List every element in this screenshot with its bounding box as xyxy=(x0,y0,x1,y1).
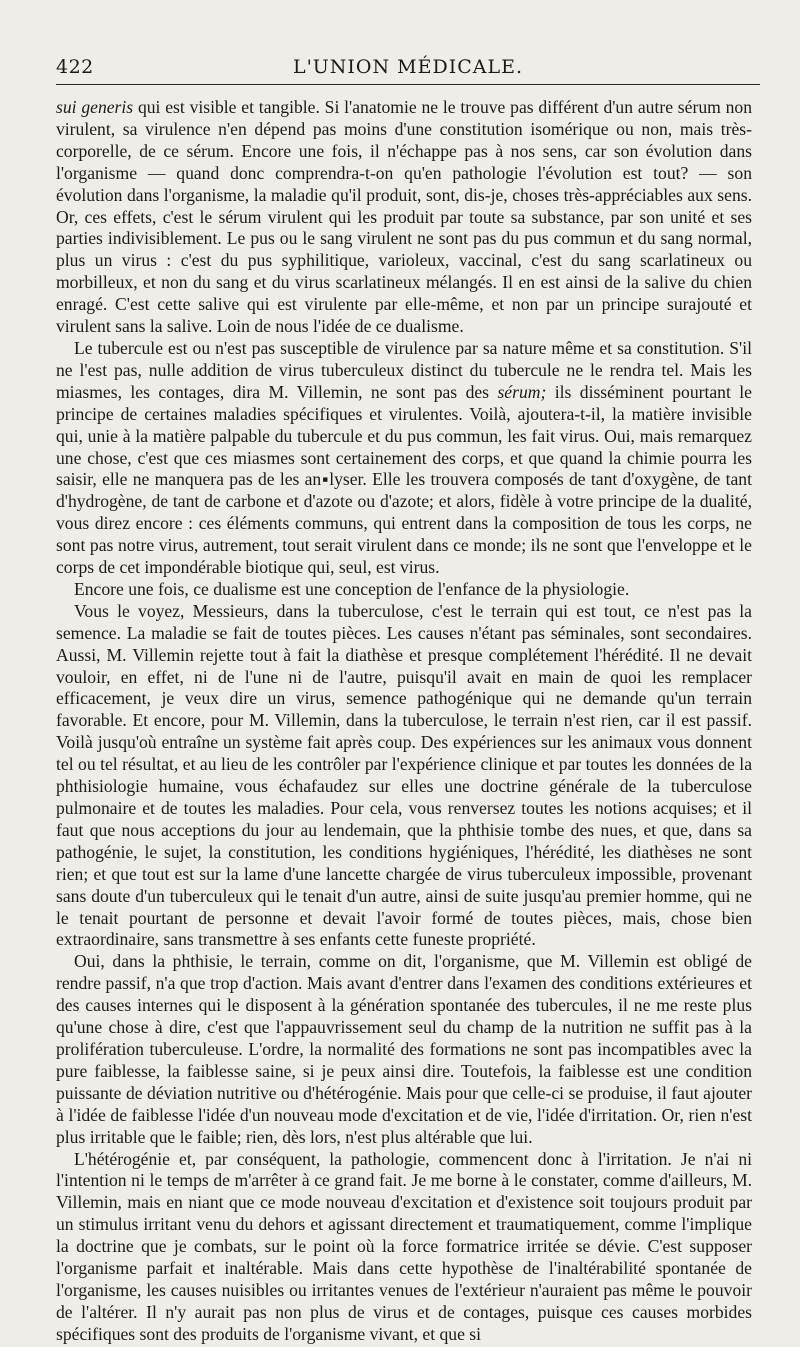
paragraph-5: Oui, dans la phthisie, le terrain, comme on dit, l'organisme, que M. Villemin est obligé de rendre passif, n'a que trop d'action. Mais avant d'entrer dans l'examen des conditions extérieures et des causes internes qui le disposent à la génération spontanée des tubercules, il ne me reste plus qu'une chose à dire, c'est que l'appauvrissement seul du champ de la nutrition ne suffit pas à la prolifération tuberculeuse. L'ordre, la normalité des formations ne sont pas incompatibles avec la pure faiblesse, la faiblesse saine, si je peux ainsi dire. Toutefois, la faiblesse est une condition puissante de déviation nutritive ou d'hétérogénie. Mais pour que celle-ci se produise, il faut ajouter à l'idée de faiblesse l'idée d'un nouveau mode d'excitation et de vie, l'idée d'irritation. Or, rien n'est plus irritable que le faible; rien, dès lors, n'est plus altérable que lui. xyxy=(56,951,752,1147)
page-header xyxy=(56,52,760,85)
paragraph-2-text-a: Le tubercule est ou n'est pas susceptible de virulence par sa nature même et sa constitution. S'il ne l'est pas, nulle addition de virus tuberculeux distinct du tubercule ne le rendra tel. Mais les miasmes, les contages, dira M. Villemin, ne sont pas des xyxy=(56,337,752,402)
paragraph-2-italic: sérum; xyxy=(497,381,547,402)
paragraph-6: L'hétérogénie et, par conséquent, la pathologie, commencent donc à l'irritation. Je n'ai ni l'intention ni le temps de m'arrêter à ce grand fait. Je me borne à le constater, comme d'ailleurs, M. Villemin, mais en niant que ce mode nouveau d'excitation et d'existence soit toujours produit par un stimulus irritant venu du dehors et agissant directement et traumatiquement, comme l'implique la doctrine que je combats, sur le point où la force formatrice irritée se dévie. C'est supposer l'organisme parfait et inaltérable. Mais dans cette hypothèse de l'inaltérabilité spontanée de l'organisme, les causes nuisibles ou irritantes venues de l'extérieur n'auraient pas même le pouvoir de l'altérer. Il n'y aurait pas non plus de virus et de contages, puisque ces causes morbides spécifiques sont des produits de l'organisme vivant, et que si xyxy=(56,1148,752,1344)
body-text xyxy=(56,97,752,1346)
paragraph-1-lead-italic: sui generis xyxy=(56,97,134,117)
paragraph-1-text: qui est visible et tangible. Si l'anatomie ne le trouve pas différent d'un autre sérum non virulent, sa virulence n'en dépend pas moins d'une constitution isomérique ou non, mais très-corporelle, de ce sérum. Encore une fois, il n'échappe pas à nos sens, car son évolution dans l'organisme — quand donc comprendra-t-on qu'en pathologie l'évolution est tout? — son évolution dans l'organisme, la maladie qu'il produit, sont, dis-je, choses très-appréciables aux sens. Or, ces effets, c'est le sérum virulent qui les produit par toute sa substance, par son unité et ses parties indivisiblement. Le pus ou le sang virulent ne sont pas du pus commun et du sang normal, plus un virus : c'est du pus syphilitique, varioleux, vaccinal, c'est du sang scarlatineux ou morbilleux, et non du sang et du virus scarlatineux mélangés. Il en est ainsi de la salive du chien enragé. C'est cette salive qui est virulente par elle-même, et non par un principe surajouté et virulent sans la salive. Loin de nous l'idée de ce dualisme. xyxy=(56,97,752,337)
paragraph-4: Vous le voyez, Messieurs, dans la tuberculose, c'est le terrain qui est tout, ce n'est pas la semence. La maladie se fait de toutes pièces. Les causes n'étant pas séminales, sont secondaires. Aussi, M. Villemin rejette tout à fait la diathèse et presque complétement l'hérédité. Il ne devait vouloir, en effet, ni de l'une ni de l'autre, puisqu'il avait en main de quoi les remplacer efficacement, je veux dire un virus, semence pathogénique qui ne demande qu'un terrain favorable. Et encore, pour M. Villemin, dans la tuberculose, le terrain n'est rien, car il est passif. Voilà jusqu'où entraîne un système fait après coup. Des expériences sur les animaux vous donnent tel ou tel résultat, et au lieu de les contrôler par l'expérience clinique et par toutes les données de la phthisiologie humaine, vous échafaudez sur elles une doctrine générale de la tuberculose pulmonaire et de toutes les maladies. Pour cela, vous renversez toutes les notions acquises; et il faut que nous acceptions du jour au lendemain, que la phthisie tombe des nues, et que, dans sa pathogénie, le sujet, la constitution, les conditions hygiéniques, l'hérédité, les diathèses ne sont rien; et que tout est sur la lame d'une lancette chargée de virus tuberculeux impossible, provenant sans doute d'un tuberculeux qui le tenait d'un autre, ainsi de suite jusqu'au premier homme, qui ne le tenait pourtant de personne et devait l'avoir formé de toutes pièces, mais, chose bien extraordinaire, sans transmettre à ses enfants cette funeste propriété. xyxy=(56,600,752,950)
running-title: L'UNION MÉDICALE. xyxy=(292,56,524,78)
paragraph-2 xyxy=(56,338,752,579)
paragraph-3: Encore une fois, ce dualisme est une conception de l'enfance de la physiologie. xyxy=(74,578,630,599)
paragraph-2-text-b: ils disséminent pourtant le principe de certaines maladies spécifiques et virulentes. Voilà, ajoutera-t-il, la matière invisible qui, unie à la matière palpable du tubercule et du pus commun, les fait virus. Oui, mais remarquez une chose, c'est que ces miasmes sont certainement des corps, et que quand la chimie pourra les saisir, elle ne manquera pas de les an▪lyser. Elle les trouvera composés de tant d'oxygène, de tant d'hydrogène, de tant de carbone et d'azote ou d'azote; et alors, fidèle à votre principe de la dualité, vous direz encore : ces éléments communs, qui entrent dans la composition de tous les corps, ne sont pas notre virus, autrement, tout serait virulent dans ce monde; ils ne sont que l'enveloppe et le corps de cet impondérable biotique qui, seul, est virus. xyxy=(56,381,752,578)
page-number: 422 xyxy=(56,56,94,78)
paragraph-1 xyxy=(56,97,752,338)
